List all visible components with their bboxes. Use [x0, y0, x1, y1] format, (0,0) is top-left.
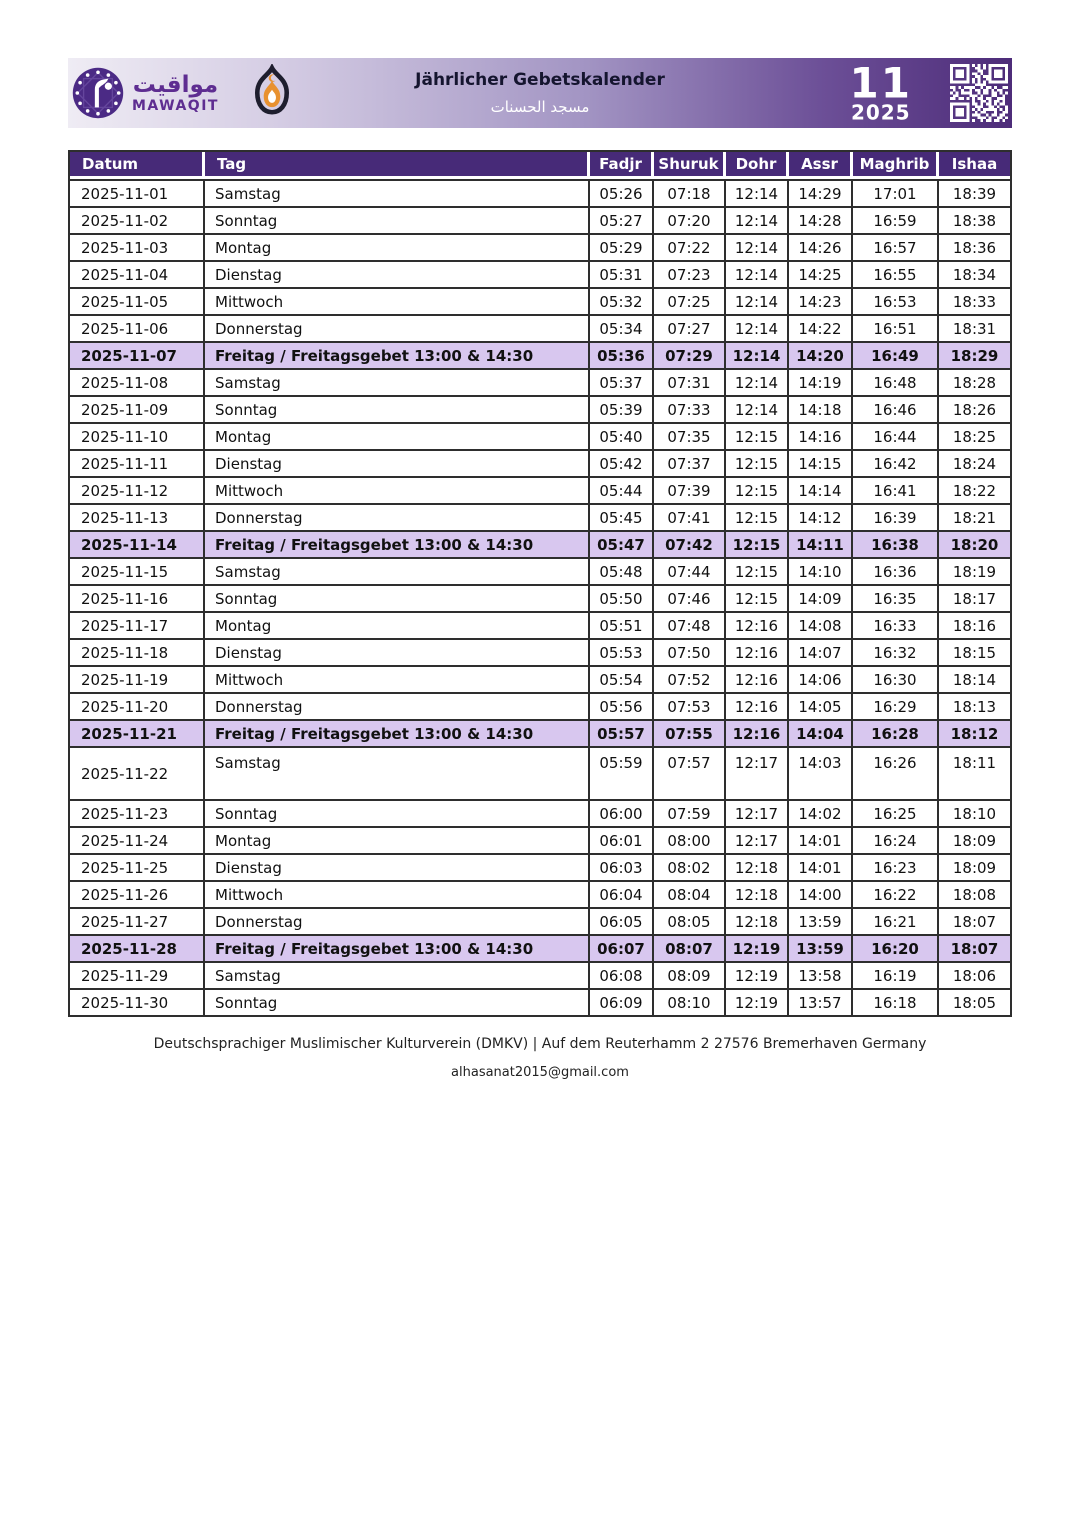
maghrib-cell: 16:38: [853, 530, 939, 557]
table-row: [70, 449, 1010, 476]
assr-cell: 14:07: [789, 638, 853, 665]
ishaa-cell: 18:07: [939, 907, 1010, 934]
fadjr-cell: 05:26: [590, 179, 654, 206]
date-cell: 2025-11-12: [70, 476, 205, 503]
shuruk-cell: 07:42: [654, 530, 726, 557]
assr-cell: 14:14: [789, 476, 853, 503]
ishaa-cell: 18:38: [939, 206, 1010, 233]
assr-cell: 14:22: [789, 314, 853, 341]
day-cell: Montag: [205, 826, 590, 853]
date-cell: 2025-11-04: [70, 260, 205, 287]
maghrib-cell: 16:33: [853, 611, 939, 638]
maghrib-cell: 16:35: [853, 584, 939, 611]
fadjr-cell: 06:00: [590, 799, 654, 826]
date-cell: 2025-11-20: [70, 692, 205, 719]
table-row: [70, 530, 1010, 557]
maghrib-cell: 16:46: [853, 395, 939, 422]
date-cell: 2025-11-03: [70, 233, 205, 260]
ishaa-cell: 18:24: [939, 449, 1010, 476]
table-row: [70, 665, 1010, 692]
mawaqit-latin-name: MAWAQIT: [132, 97, 219, 114]
dohr-cell: 12:16: [726, 719, 789, 746]
fadjr-cell: 05:34: [590, 314, 654, 341]
header-banner: [68, 58, 1012, 128]
ishaa-cell: 18:07: [939, 934, 1010, 961]
day-cell: Sonntag: [205, 988, 590, 1015]
ishaa-cell: 18:16: [939, 611, 1010, 638]
assr-cell: 14:04: [789, 719, 853, 746]
assr-cell: 14:19: [789, 368, 853, 395]
shuruk-cell: 07:29: [654, 341, 726, 368]
maghrib-cell: 16:49: [853, 341, 939, 368]
shuruk-cell: 08:09: [654, 961, 726, 988]
table-row: [70, 746, 1010, 799]
dohr-cell: 12:17: [726, 746, 789, 799]
fadjr-cell: 05:54: [590, 665, 654, 692]
dohr-cell: 12:19: [726, 961, 789, 988]
assr-cell: 13:58: [789, 961, 853, 988]
dohr-cell: 12:14: [726, 287, 789, 314]
date-cell: 2025-11-22: [70, 746, 205, 799]
ishaa-cell: 18:26: [939, 395, 1010, 422]
fadjr-cell: 05:32: [590, 287, 654, 314]
maghrib-cell: 16:32: [853, 638, 939, 665]
maghrib-cell: 16:53: [853, 287, 939, 314]
assr-cell: 14:02: [789, 799, 853, 826]
dohr-cell: 12:14: [726, 395, 789, 422]
assr-cell: 14:01: [789, 853, 853, 880]
date-cell: 2025-11-09: [70, 395, 205, 422]
day-cell: Samstag: [205, 179, 590, 206]
shuruk-cell: 07:52: [654, 665, 726, 692]
table-row: [70, 692, 1010, 719]
shuruk-cell: 07:44: [654, 557, 726, 584]
maghrib-cell: 16:39: [853, 503, 939, 530]
column-header-ishaa: Ishaa: [939, 152, 1010, 179]
day-cell: Sonntag: [205, 584, 590, 611]
dohr-cell: 12:16: [726, 692, 789, 719]
ishaa-cell: 18:11: [939, 746, 1010, 799]
day-cell: Freitag / Freitagsgebet 13:00 & 14:30: [205, 934, 590, 961]
date-cell: 2025-11-14: [70, 530, 205, 557]
ishaa-cell: 18:36: [939, 233, 1010, 260]
table-row: [70, 799, 1010, 826]
date-cell: 2025-11-23: [70, 799, 205, 826]
date-cell: 2025-11-01: [70, 179, 205, 206]
fadjr-cell: 06:09: [590, 988, 654, 1015]
mawaqit-arabic-name: مواقيت: [132, 71, 219, 98]
date-cell: 2025-11-18: [70, 638, 205, 665]
day-cell: Donnerstag: [205, 314, 590, 341]
maghrib-cell: 16:21: [853, 907, 939, 934]
fadjr-cell: 05:57: [590, 719, 654, 746]
table-row: [70, 260, 1010, 287]
dohr-cell: 12:15: [726, 449, 789, 476]
date-cell: 2025-11-08: [70, 368, 205, 395]
maghrib-cell: 16:22: [853, 880, 939, 907]
ishaa-cell: 18:15: [939, 638, 1010, 665]
fadjr-cell: 05:40: [590, 422, 654, 449]
fadjr-cell: 06:07: [590, 934, 654, 961]
fadjr-cell: 05:59: [590, 746, 654, 799]
day-cell: Samstag: [205, 961, 590, 988]
mawaqit-logo: [71, 66, 219, 120]
maghrib-cell: 16:28: [853, 719, 939, 746]
assr-cell: 14:15: [789, 449, 853, 476]
dohr-cell: 12:16: [726, 665, 789, 692]
date-cell: 2025-11-11: [70, 449, 205, 476]
ishaa-cell: 18:39: [939, 179, 1010, 206]
dohr-cell: 12:18: [726, 853, 789, 880]
maghrib-cell: 16:57: [853, 233, 939, 260]
day-cell: Montag: [205, 611, 590, 638]
dohr-cell: 12:18: [726, 907, 789, 934]
prayer-times-table: [68, 150, 1012, 1017]
maghrib-cell: 16:26: [853, 746, 939, 799]
fadjr-cell: 05:56: [590, 692, 654, 719]
maghrib-cell: 16:23: [853, 853, 939, 880]
day-cell: Mittwoch: [205, 476, 590, 503]
organization-address: Deutschsprachiger Muslimischer Kulturverein (DMKV) | Auf dem Reuterhamm 2 27576 Bremerhaven Germany: [153, 1036, 927, 1052]
shuruk-cell: 08:10: [654, 988, 726, 1015]
table-row: [70, 422, 1010, 449]
shuruk-cell: 07:37: [654, 449, 726, 476]
fadjr-cell: 05:48: [590, 557, 654, 584]
assr-cell: 14:20: [789, 341, 853, 368]
table-row: [70, 638, 1010, 665]
assr-cell: 14:28: [789, 206, 853, 233]
maghrib-cell: 16:30: [853, 665, 939, 692]
table-header-row: [70, 152, 1010, 179]
shuruk-cell: 08:00: [654, 826, 726, 853]
shuruk-cell: 07:59: [654, 799, 726, 826]
table-row: [70, 233, 1010, 260]
column-header-dohr: Dohr: [726, 152, 789, 179]
ishaa-cell: 18:17: [939, 584, 1010, 611]
maghrib-cell: 16:55: [853, 260, 939, 287]
maghrib-cell: 16:36: [853, 557, 939, 584]
assr-cell: 14:00: [789, 880, 853, 907]
table-row: [70, 287, 1010, 314]
shuruk-cell: 08:02: [654, 853, 726, 880]
footer: [68, 1036, 1012, 1080]
qr-code: [950, 64, 1008, 122]
day-cell: Mittwoch: [205, 880, 590, 907]
shuruk-cell: 07:46: [654, 584, 726, 611]
ishaa-cell: 18:05: [939, 988, 1010, 1015]
ishaa-cell: 18:28: [939, 368, 1010, 395]
table-row: [70, 557, 1010, 584]
table-row: [70, 206, 1010, 233]
shuruk-cell: 07:27: [654, 314, 726, 341]
assr-cell: 14:26: [789, 233, 853, 260]
table-row: [70, 314, 1010, 341]
day-cell: Donnerstag: [205, 907, 590, 934]
mawaqit-wordmark: [132, 71, 219, 114]
date-cell: 2025-11-16: [70, 584, 205, 611]
assr-cell: 14:29: [789, 179, 853, 206]
assr-cell: 14:10: [789, 557, 853, 584]
dohr-cell: 12:14: [726, 314, 789, 341]
dohr-cell: 12:19: [726, 934, 789, 961]
column-header-shuruk: Shuruk: [654, 152, 726, 179]
day-cell: Donnerstag: [205, 692, 590, 719]
assr-cell: 14:06: [789, 665, 853, 692]
table-row: [70, 368, 1010, 395]
table-row: [70, 880, 1010, 907]
day-cell: Samstag: [205, 557, 590, 584]
shuruk-cell: 07:35: [654, 422, 726, 449]
dohr-cell: 12:14: [726, 206, 789, 233]
day-cell: Montag: [205, 233, 590, 260]
maghrib-cell: 16:59: [853, 206, 939, 233]
shuruk-cell: 07:18: [654, 179, 726, 206]
fadjr-cell: 05:37: [590, 368, 654, 395]
shuruk-cell: 07:53: [654, 692, 726, 719]
table-row: [70, 179, 1010, 206]
day-cell: Freitag / Freitagsgebet 13:00 & 14:30: [205, 530, 590, 557]
day-cell: Mittwoch: [205, 287, 590, 314]
assr-cell: 14:12: [789, 503, 853, 530]
dohr-cell: 12:19: [726, 988, 789, 1015]
fadjr-cell: 05:51: [590, 611, 654, 638]
assr-cell: 14:01: [789, 826, 853, 853]
ishaa-cell: 18:06: [939, 961, 1010, 988]
assr-cell: 13:59: [789, 934, 853, 961]
ishaa-cell: 18:31: [939, 314, 1010, 341]
maghrib-cell: 16:19: [853, 961, 939, 988]
shuruk-cell: 07:20: [654, 206, 726, 233]
ishaa-cell: 18:19: [939, 557, 1010, 584]
maghrib-cell: 16:44: [853, 422, 939, 449]
month-year-badge: [849, 58, 912, 125]
shuruk-cell: 07:25: [654, 287, 726, 314]
day-cell: Sonntag: [205, 799, 590, 826]
day-cell: Donnerstag: [205, 503, 590, 530]
column-header-assr: Assr: [789, 152, 853, 179]
assr-cell: 14:08: [789, 611, 853, 638]
fadjr-cell: 05:36: [590, 341, 654, 368]
fadjr-cell: 06:03: [590, 853, 654, 880]
assr-cell: 14:05: [789, 692, 853, 719]
shuruk-cell: 07:41: [654, 503, 726, 530]
column-header-fadjr: Fadjr: [590, 152, 654, 179]
date-cell: 2025-11-21: [70, 719, 205, 746]
dohr-cell: 12:15: [726, 557, 789, 584]
ishaa-cell: 18:25: [939, 422, 1010, 449]
ishaa-cell: 18:20: [939, 530, 1010, 557]
date-cell: 2025-11-02: [70, 206, 205, 233]
dohr-cell: 12:15: [726, 503, 789, 530]
table-row: [70, 853, 1010, 880]
dohr-cell: 12:15: [726, 422, 789, 449]
fadjr-cell: 06:05: [590, 907, 654, 934]
dohr-cell: 12:18: [726, 880, 789, 907]
shuruk-cell: 07:50: [654, 638, 726, 665]
fadjr-cell: 06:08: [590, 961, 654, 988]
day-cell: Freitag / Freitagsgebet 13:00 & 14:30: [205, 341, 590, 368]
calendar-table-body: [70, 179, 1010, 1015]
table-row: [70, 934, 1010, 961]
shuruk-cell: 08:04: [654, 880, 726, 907]
dohr-cell: 12:17: [726, 826, 789, 853]
date-cell: 2025-11-05: [70, 287, 205, 314]
date-cell: 2025-11-24: [70, 826, 205, 853]
table-row: [70, 719, 1010, 746]
assr-cell: 14:25: [789, 260, 853, 287]
date-cell: 2025-11-15: [70, 557, 205, 584]
dohr-cell: 12:17: [726, 799, 789, 826]
fadjr-cell: 05:27: [590, 206, 654, 233]
column-header-tag: Tag: [205, 152, 590, 179]
dohr-cell: 12:14: [726, 179, 789, 206]
day-cell: Dienstag: [205, 260, 590, 287]
fadjr-cell: 05:47: [590, 530, 654, 557]
shuruk-cell: 08:05: [654, 907, 726, 934]
table-row: [70, 395, 1010, 422]
day-cell: Samstag: [205, 368, 590, 395]
day-cell: Samstag: [205, 746, 590, 799]
day-cell: Montag: [205, 422, 590, 449]
table-row: [70, 826, 1010, 853]
date-cell: 2025-11-17: [70, 611, 205, 638]
fadjr-cell: 05:31: [590, 260, 654, 287]
date-cell: 2025-11-27: [70, 907, 205, 934]
ishaa-cell: 18:29: [939, 341, 1010, 368]
shuruk-cell: 07:39: [654, 476, 726, 503]
day-cell: Sonntag: [205, 395, 590, 422]
fadjr-cell: 05:39: [590, 395, 654, 422]
maghrib-cell: 16:41: [853, 476, 939, 503]
date-cell: 2025-11-26: [70, 880, 205, 907]
dohr-cell: 12:14: [726, 341, 789, 368]
date-cell: 2025-11-25: [70, 853, 205, 880]
date-cell: 2025-11-28: [70, 934, 205, 961]
fadjr-cell: 05:42: [590, 449, 654, 476]
date-cell: 2025-11-29: [70, 961, 205, 988]
dohr-cell: 12:14: [726, 260, 789, 287]
fadjr-cell: 06:01: [590, 826, 654, 853]
maghrib-cell: 16:51: [853, 314, 939, 341]
assr-cell: 13:57: [789, 988, 853, 1015]
maghrib-cell: 16:48: [853, 368, 939, 395]
maghrib-cell: 16:29: [853, 692, 939, 719]
fadjr-cell: 05:29: [590, 233, 654, 260]
table-row: [70, 584, 1010, 611]
shuruk-cell: 07:22: [654, 233, 726, 260]
assr-cell: 14:23: [789, 287, 853, 314]
assr-cell: 14:16: [789, 422, 853, 449]
table-row: [70, 611, 1010, 638]
assr-cell: 14:09: [789, 584, 853, 611]
mosque-name-arabic: مسجد الحسنات: [490, 98, 590, 116]
shuruk-cell: 07:23: [654, 260, 726, 287]
ishaa-cell: 18:12: [939, 719, 1010, 746]
fadjr-cell: 05:50: [590, 584, 654, 611]
column-header-datum: Datum: [70, 152, 205, 179]
maghrib-cell: 16:42: [853, 449, 939, 476]
ishaa-cell: 18:22: [939, 476, 1010, 503]
shuruk-cell: 07:48: [654, 611, 726, 638]
shuruk-cell: 07:33: [654, 395, 726, 422]
day-cell: Dienstag: [205, 853, 590, 880]
ishaa-cell: 18:34: [939, 260, 1010, 287]
shuruk-cell: 07:57: [654, 746, 726, 799]
document: [68, 58, 1012, 1080]
ishaa-cell: 18:10: [939, 799, 1010, 826]
maghrib-cell: 16:20: [853, 934, 939, 961]
table-row: [70, 988, 1010, 1015]
maghrib-cell: 16:18: [853, 988, 939, 1015]
shuruk-cell: 07:31: [654, 368, 726, 395]
ishaa-cell: 18:09: [939, 826, 1010, 853]
date-cell: 2025-11-07: [70, 341, 205, 368]
table-row: [70, 503, 1010, 530]
maghrib-cell: 16:24: [853, 826, 939, 853]
dohr-cell: 12:15: [726, 530, 789, 557]
ishaa-cell: 18:09: [939, 853, 1010, 880]
contact-email: alhasanat2015@gmail.com: [451, 1065, 629, 1080]
ishaa-cell: 18:14: [939, 665, 1010, 692]
date-cell: 2025-11-10: [70, 422, 205, 449]
mawaqit-clock-icon: [71, 66, 125, 120]
maghrib-cell: 16:25: [853, 799, 939, 826]
dohr-cell: 12:16: [726, 638, 789, 665]
dohr-cell: 12:14: [726, 233, 789, 260]
fadjr-cell: 05:44: [590, 476, 654, 503]
year-number: 2025: [850, 100, 911, 125]
day-cell: Dienstag: [205, 638, 590, 665]
dohr-cell: 12:14: [726, 368, 789, 395]
fadjr-cell: 05:45: [590, 503, 654, 530]
table-row: [70, 341, 1010, 368]
month-number: 11: [849, 58, 912, 108]
fadjr-cell: 06:04: [590, 880, 654, 907]
assr-cell: 13:59: [789, 907, 853, 934]
date-cell: 2025-11-30: [70, 988, 205, 1015]
date-cell: 2025-11-13: [70, 503, 205, 530]
shuruk-cell: 07:55: [654, 719, 726, 746]
day-cell: Dienstag: [205, 449, 590, 476]
ishaa-cell: 18:33: [939, 287, 1010, 314]
dohr-cell: 12:15: [726, 584, 789, 611]
table-row: [70, 476, 1010, 503]
date-cell: 2025-11-19: [70, 665, 205, 692]
assr-cell: 14:11: [789, 530, 853, 557]
maghrib-cell: 17:01: [853, 179, 939, 206]
ishaa-cell: 18:08: [939, 880, 1010, 907]
table-row: [70, 961, 1010, 988]
date-cell: 2025-11-06: [70, 314, 205, 341]
fadjr-cell: 05:53: [590, 638, 654, 665]
ishaa-cell: 18:21: [939, 503, 1010, 530]
mosque-logo-icon: [249, 64, 295, 124]
day-cell: Mittwoch: [205, 665, 590, 692]
column-header-maghrib: Maghrib: [853, 152, 939, 179]
day-cell: Sonntag: [205, 206, 590, 233]
page-title: Jährlicher Gebetskalender: [415, 70, 665, 90]
shuruk-cell: 08:07: [654, 934, 726, 961]
day-cell: Freitag / Freitagsgebet 13:00 & 14:30: [205, 719, 590, 746]
ishaa-cell: 18:13: [939, 692, 1010, 719]
assr-cell: 14:03: [789, 746, 853, 799]
table-row: [70, 907, 1010, 934]
assr-cell: 14:18: [789, 395, 853, 422]
dohr-cell: 12:15: [726, 476, 789, 503]
dohr-cell: 12:16: [726, 611, 789, 638]
